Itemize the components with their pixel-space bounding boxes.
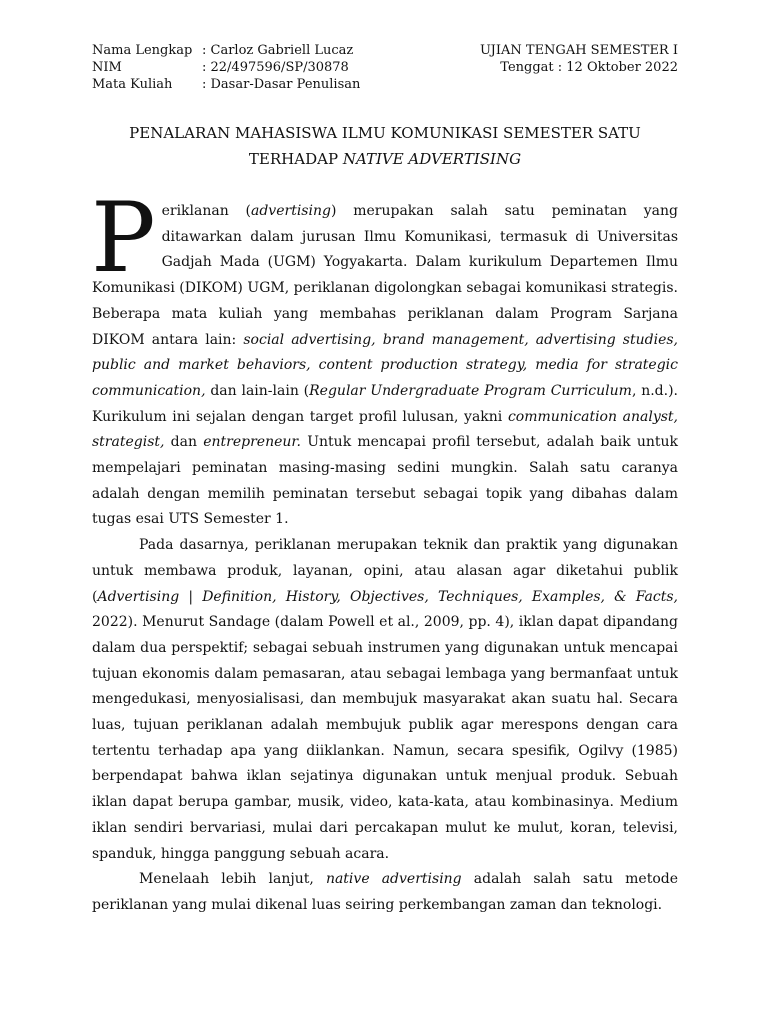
info-label: NIM xyxy=(92,60,122,75)
italic-text: Regular Undergraduate Program Curriculum xyxy=(309,382,632,399)
italic-text: Advertising | Definition, History, Objectives, Techniques, Examples, & Facts, xyxy=(97,588,678,605)
title-line-2-italic: NATIVE ADVERTISING xyxy=(342,150,522,168)
exam-info xyxy=(480,42,678,76)
paragraph xyxy=(91,182,678,533)
text-run: dan xyxy=(164,434,204,451)
info-row-nim xyxy=(92,59,360,76)
info-row-course xyxy=(92,76,360,93)
essay-body xyxy=(91,182,678,919)
info-value: : Dasar-Dasar Penulisan xyxy=(202,77,361,92)
paragraph xyxy=(92,867,678,918)
title-line-1: PENALARAN MAHASISWA ILMU KOMUNIKASI SEMESTER SATU xyxy=(129,124,641,142)
text-run: eriklanan ( xyxy=(161,203,251,219)
text-run: 2022). Menurut Sandage (dalam Powell et al., 2009, pp. 4), iklan dapat dipandang dalam dua perspektif; sebagai sebuah instrumen yang digunakan untuk mencapai tujuan ekonomis dalam pemasaran, atau sebagai lembaga yang bermanfaat untuk mengedukasi, menyosialisasi, dan membujuk masyarakat akan suatu hal. Secara luas, tujuan periklanan adalah membujuk publik agar merespons dengan cara tertentu terhadap apa yang diiklankan. Namun, secara spesifik, Ogilvy (1985) berpendapat bahwa iklan sejatinya digunakan untuk menjual produk. Sebuah iklan dapat berupa gambar, musik, video, kata-kata, atau kombinasinya. Medium iklan sendiri bervariasi, mulai dari percakapan mulut ke mulut, koran, televisi, spanduk, hingga panggung sebuah acara. xyxy=(92,614,678,862)
title-line-2-plain: TERHADAP xyxy=(248,150,343,168)
text-run: Pada dasarnya, periklanan merupakan teknik dan praktik yang digunakan untuk membawa produk, layanan, opini, atau alasan agar diketahui publik ( xyxy=(92,537,678,605)
exam-deadline: Tenggat : 12 Oktober 2022 xyxy=(500,60,678,75)
info-label: Nama Lengkap xyxy=(92,43,193,58)
info-row-name xyxy=(92,42,360,59)
italic-text: native advertising xyxy=(325,871,462,888)
drop-cap: P xyxy=(91,182,156,294)
text-run: Menelaah lebih lanjut, xyxy=(139,871,326,888)
student-info xyxy=(92,42,360,93)
italic-text: communication analyst, strategist, xyxy=(92,408,678,451)
text-run: adalah salah satu metode periklanan yang mulai dikenal luas seiring perkembangan zaman dan teknologi. xyxy=(92,871,678,913)
exam-title: UJIAN TENGAH SEMESTER I xyxy=(480,43,678,58)
text-run: ) merupakan salah satu peminatan yang ditawarkan dalam jurusan Ilmu Komunikasi, termasuk di Universitas Gadjah Mada (UGM) Yogyakarta. Dalam kurikulum Departemen Ilmu Komunikasi (DIKOM) UGM, periklanan digolongkan sebagai komunikasi strategis. Beberapa mata kuliah yang membahas periklanan dalam Program Sarjana DIKOM antara lain: xyxy=(92,203,678,348)
text-run: dan lain-lain ( xyxy=(205,382,310,399)
italic-text: social advertising, brand management, advertising studies, public and market behaviors, content production strategy, media for strategic communication, xyxy=(92,331,678,399)
text-run: Untuk mencapai profil tersebut, adalah baik untuk mempelajari peminatan masing-masing sedini mungkin. Salah satu caranya adalah dengan memilih peminatan tersebut sebagai topik yang dibahas dalam tugas esai UTS Semester 1. xyxy=(92,434,678,528)
text-run: , n.d.). Kurikulum ini sejalan dengan target profil lulusan, yakni xyxy=(92,382,678,425)
title-line-2 xyxy=(92,146,678,172)
italic-text: entrepreneur. xyxy=(203,434,302,451)
info-value: : Carloz Gabriell Lucaz xyxy=(202,43,354,58)
info-value: : 22/497596/SP/30878 xyxy=(202,60,349,75)
paragraph xyxy=(92,533,678,867)
italic-text: advertising xyxy=(251,203,331,219)
essay-title xyxy=(92,120,678,172)
info-label: Mata Kuliah xyxy=(92,77,173,92)
